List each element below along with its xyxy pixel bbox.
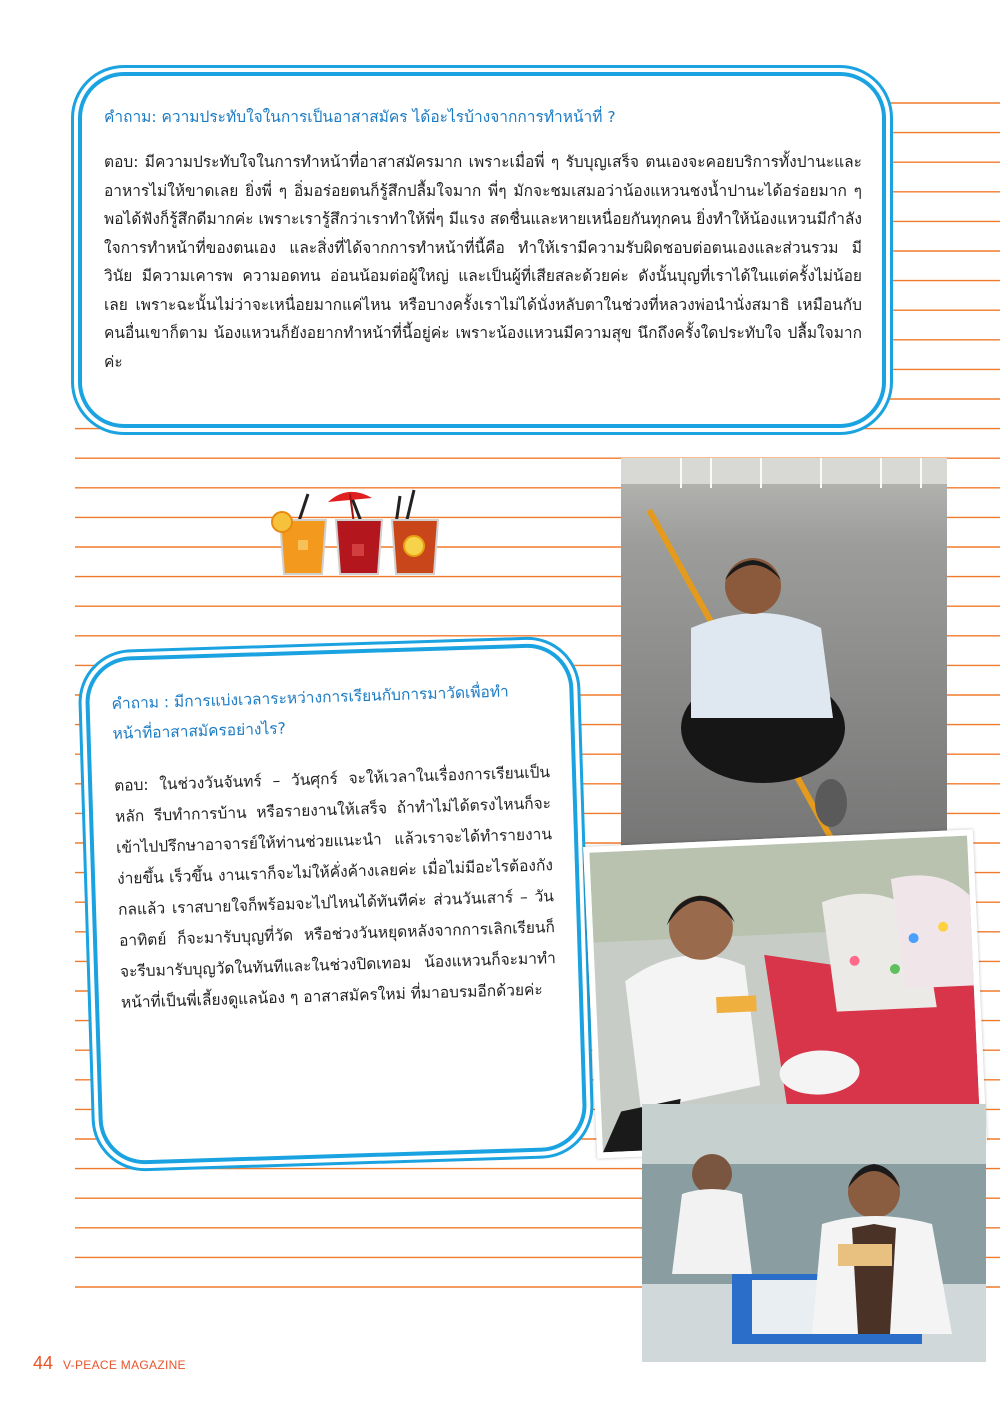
photo-girl-sweeping [621, 458, 947, 896]
page-footer [33, 1353, 186, 1374]
answer-2: ตอบ: ในช่วงวันจันทร์ – วันศุกร์ จะให้เวลาในเรื่องการเรียนเป็นหลัก รีบทำการบ้าน หรือรายงานให้เสร็จ ถ้าทำไม่ได้ตรงไหนก็จะเข้าไปปรึกษาอาจารย์ให้ท่านช่วยแนะนำ แล้วเราจะได้ทำรายงานง่ายขึ้น เร็วขึ้น งานเราก็จะไม่ให้คั่งค้างเลยค่ะ เมื่อไม่มีอะไรต้องกังกลแล้ว เราสบายใจก็พร้อมจะไปไหนได้ทันทีค่ะ ส่วนวันเสาร์ – วันอาทิตย์ ก็จะมารับบุญที่วัด หรือช่วงวันหยุดหลังจากการเลิกเรียนก็จะรีบมารับบุญวัดในทันทีและในช่วงปิดเทอม น้องแหวนก็จะมาทำหน้าที่เป็นพี่เลี้ยงดูแลน้อง ๆ อาสาสมัครใหม่ ที่มาอบรมอีกด้วยค่ะ [113, 763, 557, 1012]
question-2: คำถาม : มีการแบ่งเวลาระหว่างการเรียนกับการมาวัดเพื่อทำหน้าที่อาสาสมัครอย่างไร? [111, 682, 510, 743]
question-1: คำถาม: ความประทับใจในการเป็นอาสาสมัคร ได้อะไรบ้างจากการทำหน้าที่ ? [104, 108, 616, 126]
photo-girls-working-indoors [642, 1104, 986, 1362]
answer-1: ตอบ: มีความประทับใจในการทำหน้าที่อาสาสมัครมาก เพราะเมื่อพี่ ๆ รับบุญเสร็จ ตนเองจะคอยบริการทั้งปานะและอาหารไม่ให้ขาดเลย ยิ่งพี่ ๆ อิ่มอร่อยตนก็รู้สึกปลื้มใจมาก พี่ๆ มักจะชมเสมอว่าน้องแหวนชงน้ำปานะได้อร่อยมาก ๆ พอได้ฟังก็รู้สึกดีมากค่ะ เพราะเรารู้สึกว่าเราทำให้พี่ๆ มีแรง สดชื่นและหายเหนื่อยกันทุกคน ยิ่งทำให้น้องแหวนมีกำลังใจการทำหน้าที่ของตนเอง และสิ่งที่ได้จากการทำหน้าที่นี้คือ ทำให้เรามีความรับผิดชอบต่อตนเองและส่วนรวม มีวินัย มีความเคารพ ความอดทน อ่อนน้อมต่อผู้ใหญ่ และเป็นผู้ที่เสียสละด้วยค่ะ ดังนั้นบุญที่เราได้ในแต่ครั้งไม่น้อยเลย เพราะฉะนั้นไม่ว่าจะเหนื่อยมากแค่ไหน หรือบางครั้งเราไม่ได้นั่งหลับตาในช่วงที่หลวงพ่อนำนั่งสมาธิ เหมือนกับคนอื่นเขาก็ตาม น้องแหวนก็ยังอยากทำหน้าที่นี้อยู่ค่ะ เพราะน้องแหวนมีความสุข นึกถึงครั้งใดประทับใจ ปลื้มใจมากค่ะ [104, 153, 862, 371]
question-box-1 [78, 72, 886, 428]
cocktail-drinks-illustration [268, 484, 444, 580]
question-box-2 [84, 642, 588, 1165]
magazine-name: V-PEACE MAGAZINE [63, 1358, 186, 1372]
page-number: 44 [33, 1353, 54, 1373]
